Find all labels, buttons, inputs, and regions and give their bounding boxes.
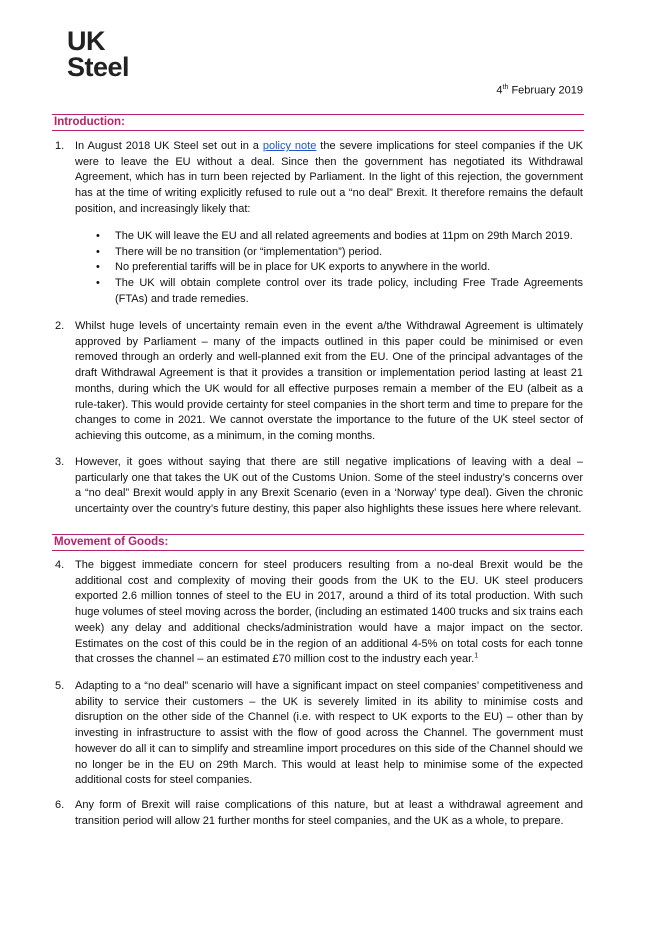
paragraph-5 — [55, 679, 583, 789]
date-rest: February 2019 — [508, 84, 583, 97]
paragraph-4 — [55, 558, 583, 668]
paragraph-2 — [55, 319, 583, 445]
paragraph-body: Adapting to a “no deal” scenario will have a significant impact on steel companies’ competitiveness and ability to service their customers – the UK is severely limited in its ability to minimise costs and disruption on the other side of the Channel (i.e. with respect to UK exports to the EU) – other than by investing in infrastructure to assist with the flow of good across the Channel. The government must however do all it can to simplify and streamline import procedures on this side of the Channel should we no longer be in the EU on 29th March. This would at least help to minimise some of the expected additional costs for steel companies. — [75, 680, 583, 787]
bullet-list — [75, 229, 583, 308]
document-date — [496, 84, 583, 97]
list-item: • The UK will leave the EU and all related agreements and bodies at 11pm on 29th March 2019. — [75, 229, 583, 245]
paragraph-text: In August 2018 UK Steel set out in a — [75, 140, 263, 152]
list-item: • No preferential tariffs will be in place for UK exports to anywhere in the world. — [75, 260, 583, 276]
footnote-marker[interactable]: 1 — [474, 652, 479, 660]
section-title: Introduction: — [54, 116, 125, 128]
paragraph-text: The biggest immediate concern for steel producers resulting from a no-deal Brexit would be the additional cost and complexity of moving their goods from the UK to the EU. UK steel producers exported 2.6 million tonnes of steel to the EU in 2017, around a third of its total production. With such huge volumes of steel moving across the border, (including an estimated 1400 trucks and six trains each week) any delay and additional checks/administration would have a major impact on the sector. Estimates on the cost of this could be in the region of an additional 4-5% on total costs for each tonne that crosses the channel – an estimated £70 million cost to the industry each year. — [75, 559, 583, 666]
logo-line-2: Steel — [67, 52, 130, 82]
section-heading-introduction — [52, 114, 584, 131]
paragraph-body — [75, 139, 583, 218]
paragraph-number: 4. — [55, 559, 65, 571]
policy-note-link[interactable]: policy note — [262, 140, 317, 152]
uk-steel-logo — [67, 28, 129, 80]
list-item: • The UK will obtain complete control over its trade policy, including Free Trade Agreements (FTAs) and trade remedies. — [75, 276, 583, 307]
date-suffix: th — [502, 84, 509, 91]
paragraph-number: 1. — [55, 140, 65, 152]
paragraph-body: Any form of Brexit will raise complications of this nature, but at least a withdrawal agreement and transition period will allow 21 further months for steel companies, and the UK as a whole, to prepare. — [75, 799, 583, 827]
list-item: • There will be no transition (or “implementation”) period. — [75, 245, 583, 261]
logo-line-1: UK — [67, 26, 105, 56]
paragraph-number: 6. — [55, 799, 65, 811]
paragraph-body: However, it goes without saying that there are still negative implications of leaving with a deal – particularly one that takes the UK out of the Customs Union. Some of the steel industry’s concerns over a “no deal” Brexit would apply in any Brexit Scenario (even in a ‘Norway’ type deal). Given the chronic uncertainty over the country’s future destiny, this paper also highlights these issues here where relevant. — [75, 456, 583, 516]
date-day: 4 — [496, 84, 503, 97]
section-heading-movement-of-goods — [52, 534, 584, 551]
paragraph-number: 2. — [55, 320, 65, 332]
paragraph-1 — [55, 139, 583, 218]
paragraph-body — [75, 558, 583, 668]
paragraph-6 — [55, 798, 583, 829]
section-title: Movement of Goods: — [54, 536, 169, 548]
paragraph-text: the severe implications for steel companies if the UK were to leave the EU without a deal. Since then the government has negotiated its Withdrawal Agreement, which has in turn been rejected by Parliament. In the light of this rejection, the government has at the time of writing explicitly refused to rule out a “no deal” Brexit. It therefore remains the default position, and increasingly likely that: — [75, 140, 583, 215]
paragraph-number: 5. — [55, 680, 65, 692]
paragraph-number: 3. — [55, 456, 65, 468]
paragraph-3 — [55, 455, 583, 518]
paragraph-body: Whilst huge levels of uncertainty remain even in the event a/the Withdrawal Agreement is ultimately approved by Parliament – many of the impacts outlined in this paper could be minimised or even removed through an orderly and well-planned exit from the EU. One of the principal advantages of the draft Withdrawal Agreement is that it provides a transition or implementation period lasting at least 21 months, during which the UK would for all effective purposes remain a member of the EU (albeit as a rule-taker). This would provide certainty for steel companies in the short term and time to prepare for the changes to come in 2021. We cannot overstate the importance to the future of the UK steel sector of achieving this outcome, as a minimum, in the coming months. — [75, 320, 583, 442]
